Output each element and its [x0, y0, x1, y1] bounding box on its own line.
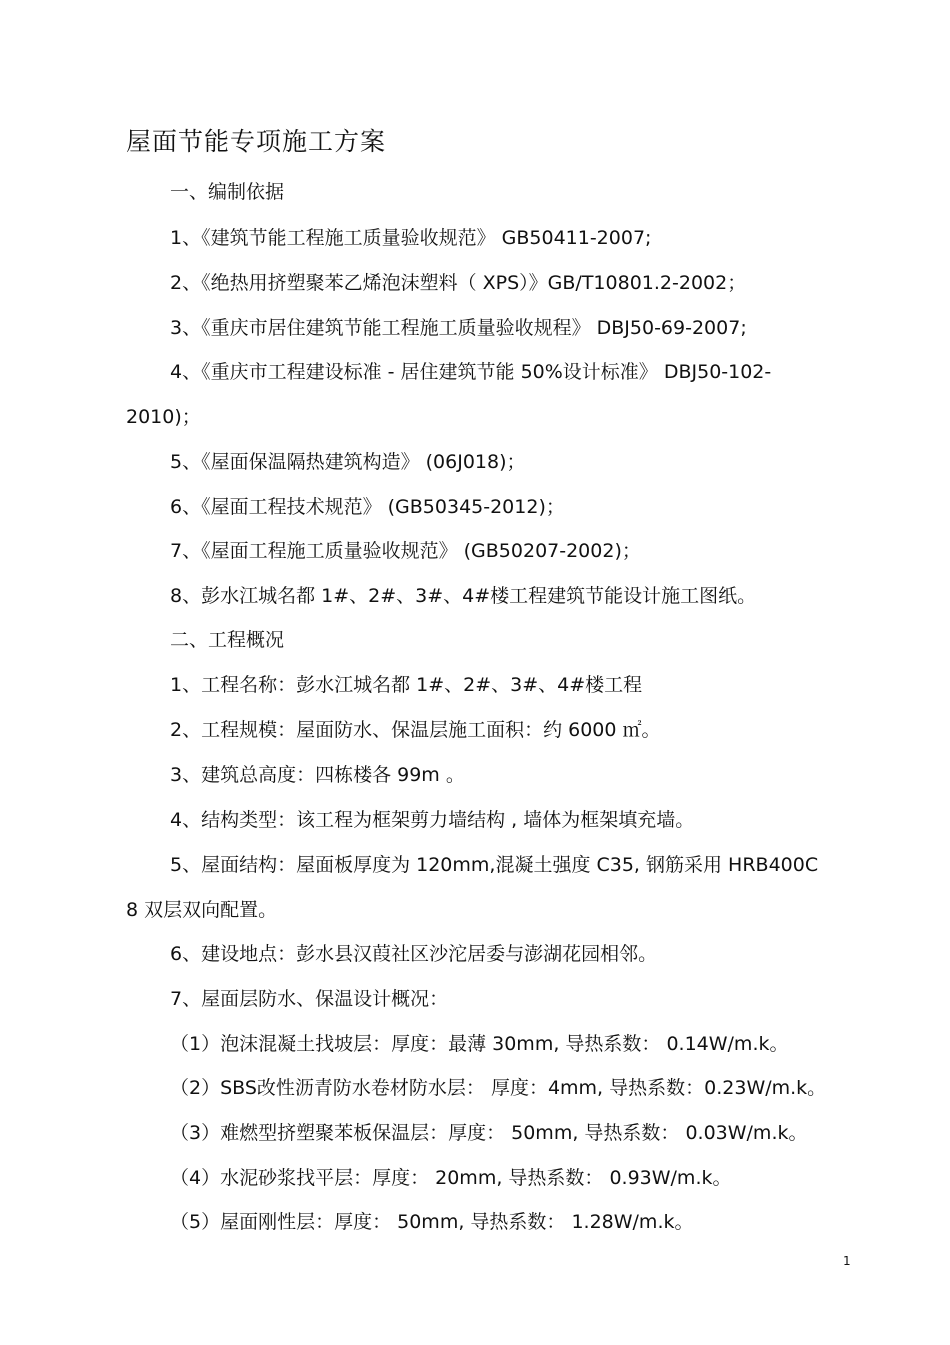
- overview-item: 5、屋面结构：屋面板厚度为 120mm,混凝土强度 C35, 钢筋采用 HRB400C: [170, 854, 819, 876]
- document-title: 屋面节能专项施工方案: [126, 127, 387, 156]
- reference-item-continuation: 2010)；: [126, 406, 201, 428]
- overview-item: 7、屋面层防水、保温设计概况：: [170, 988, 449, 1010]
- overview-item: 4、结构类型：该工程为框架剪力墙结构 , 墙体为框架填充墙。: [170, 809, 695, 831]
- design-layer-item: （1）泡沫混凝土找坡层：厚度：最薄 30mm, 导热系数： 0.14W/m.k。: [170, 1033, 789, 1055]
- reference-item: 3、《重庆市居住建筑节能工程施工质量验收规程》 DBJ50-69-2007;: [170, 317, 747, 339]
- design-layer-item: （4）水泥砂浆找平层：厚度： 20mm, 导热系数： 0.93W/m.k。: [170, 1167, 732, 1189]
- page-number: 1: [843, 1254, 851, 1268]
- overview-item-continuation: 8 双层双向配置。: [126, 899, 278, 921]
- overview-item: 1、工程名称：彭水江城名都 1#、2#、3#、4#楼工程: [170, 674, 643, 696]
- overview-item: 6、建设地点：彭水县汉葭社区沙沱居委与澎湖花园相邻。: [170, 943, 658, 965]
- design-layer-item: （2）SBS改性沥青防水卷材防水层： 厚度：4mm, 导热系数：0.23W/m.k。: [170, 1077, 827, 1099]
- design-layer-item: （3）难燃型挤塑聚苯板保温层：厚度： 50mm, 导热系数： 0.03W/m.k。: [170, 1122, 808, 1144]
- reference-item: 8、彭水江城名都 1#、2#、3#、4#楼工程建筑节能设计施工图纸。: [170, 585, 757, 607]
- reference-item: 7、《屋面工程施工质量验收规范》 (GB50207-2002)；: [170, 540, 641, 562]
- design-layer-item: （5）屋面刚性层：厚度： 50mm, 导热系数： 1.28W/m.k。: [170, 1211, 694, 1233]
- section-heading-overview: 二、工程概况: [170, 629, 285, 651]
- section-heading-basis: 一、编制依据: [170, 181, 285, 203]
- reference-item: 4、《重庆市工程建设标准 - 居住建筑节能 50%设计标准》 DBJ50-102-: [170, 361, 772, 383]
- overview-item: 2、工程规模：屋面防水、保温层施工面积：约 6000 ㎡。: [170, 719, 661, 741]
- overview-item: 3、建筑总高度：四栋楼各 99m 。: [170, 764, 465, 786]
- reference-item: 6、《屋面工程技术规范》 (GB50345-2012)；: [170, 496, 565, 518]
- reference-item: 5、《屋面保温隔热建筑构造》 (06J018)；: [170, 451, 526, 473]
- reference-item: 2、《绝热用挤塑聚苯乙烯泡沫塑料（ XPS）》GB/T10801.2-2002；: [170, 272, 747, 294]
- reference-item: 1、《建筑节能工程施工质量验收规范》 GB50411-2007;: [170, 227, 652, 249]
